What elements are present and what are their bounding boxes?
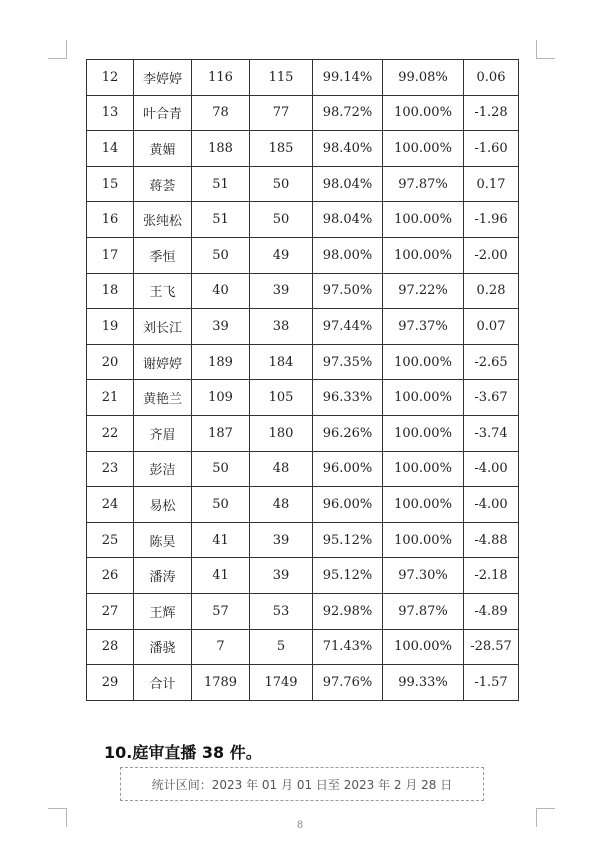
count-b: 105 <box>250 380 313 416</box>
row-number: 18 <box>87 273 134 309</box>
count-b: 39 <box>250 558 313 594</box>
person-name: 张纯松 <box>134 202 192 238</box>
table-row <box>87 558 519 594</box>
rate-2: 100.00% <box>383 451 464 487</box>
rate-2: 99.33% <box>383 665 464 701</box>
count-b: 49 <box>250 237 313 273</box>
person-name: 李婷婷 <box>134 60 192 96</box>
rate-1: 98.72% <box>313 95 383 131</box>
rate-1: 99.14% <box>313 60 383 96</box>
rate-1: 92.98% <box>313 593 383 629</box>
difference: 0.28 <box>464 273 519 309</box>
table-row <box>87 451 519 487</box>
rate-1: 96.26% <box>313 415 383 451</box>
count-a: 51 <box>192 202 250 238</box>
difference: -2.65 <box>464 344 519 380</box>
rate-2: 100.00% <box>383 202 464 238</box>
table-row <box>87 166 519 202</box>
rate-1: 98.00% <box>313 237 383 273</box>
count-a: 50 <box>192 451 250 487</box>
table-row-total <box>87 665 519 701</box>
person-name: 齐眉 <box>134 415 192 451</box>
table-row <box>87 487 519 523</box>
count-a: 50 <box>192 237 250 273</box>
difference: -1.57 <box>464 665 519 701</box>
count-a: 7 <box>192 629 250 665</box>
rate-2: 97.22% <box>383 273 464 309</box>
difference: -1.28 <box>464 95 519 131</box>
difference: -3.67 <box>464 380 519 416</box>
difference: -4.00 <box>464 487 519 523</box>
difference: 0.06 <box>464 60 519 96</box>
count-b: 39 <box>250 522 313 558</box>
person-name: 蒋荟 <box>134 166 192 202</box>
count-b: 48 <box>250 451 313 487</box>
person-name: 陈昊 <box>134 522 192 558</box>
row-number: 17 <box>87 237 134 273</box>
rate-1: 96.00% <box>313 451 383 487</box>
count-b: 185 <box>250 131 313 167</box>
row-number: 20 <box>87 344 134 380</box>
count-b: 1749 <box>250 665 313 701</box>
count-b: 184 <box>250 344 313 380</box>
rate-1: 96.00% <box>313 487 383 523</box>
table-row <box>87 131 519 167</box>
section-heading: 10.庭审直播 38 件。 <box>104 743 262 762</box>
difference: -4.00 <box>464 451 519 487</box>
row-number: 25 <box>87 522 134 558</box>
rate-1: 98.04% <box>313 202 383 238</box>
count-b: 50 <box>250 202 313 238</box>
count-a: 39 <box>192 309 250 345</box>
count-a: 78 <box>192 95 250 131</box>
count-b: 53 <box>250 593 313 629</box>
rate-2: 100.00% <box>383 380 464 416</box>
table-row <box>87 522 519 558</box>
row-number: 27 <box>87 593 134 629</box>
count-a: 51 <box>192 166 250 202</box>
table-row <box>87 415 519 451</box>
count-a: 50 <box>192 487 250 523</box>
person-name: 王飞 <box>134 273 192 309</box>
rate-1: 97.76% <box>313 665 383 701</box>
count-a: 116 <box>192 60 250 96</box>
rate-2: 99.08% <box>383 60 464 96</box>
count-b: 50 <box>250 166 313 202</box>
count-a: 188 <box>192 131 250 167</box>
count-b: 39 <box>250 273 313 309</box>
statistics-period-note: 统计区间：2023 年 01 月 01 日至 2023 年 2 月 28 日 <box>120 767 484 801</box>
rate-2: 100.00% <box>383 522 464 558</box>
person-name: 彭洁 <box>134 451 192 487</box>
count-a: 57 <box>192 593 250 629</box>
count-b: 180 <box>250 415 313 451</box>
difference: -28.57 <box>464 629 519 665</box>
table-row <box>87 309 519 345</box>
rate-2: 97.37% <box>383 309 464 345</box>
person-name: 谢婷婷 <box>134 344 192 380</box>
crop-mark-top-right <box>536 40 555 59</box>
rate-2: 100.00% <box>383 487 464 523</box>
difference: 0.07 <box>464 309 519 345</box>
rate-2: 100.00% <box>383 344 464 380</box>
rate-2: 97.87% <box>383 593 464 629</box>
person-name: 刘长江 <box>134 309 192 345</box>
row-number: 21 <box>87 380 134 416</box>
rate-2: 97.30% <box>383 558 464 594</box>
person-name: 潘骁 <box>134 629 192 665</box>
person-name: 黄艳兰 <box>134 380 192 416</box>
rate-1: 96.33% <box>313 380 383 416</box>
row-number: 15 <box>87 166 134 202</box>
table-body <box>87 60 519 701</box>
count-a: 109 <box>192 380 250 416</box>
total-label: 合计 <box>134 665 192 701</box>
rate-1: 95.12% <box>313 522 383 558</box>
person-name: 王辉 <box>134 593 192 629</box>
rate-2: 100.00% <box>383 95 464 131</box>
row-number: 24 <box>87 487 134 523</box>
rate-1: 98.04% <box>313 166 383 202</box>
difference: -3.74 <box>464 415 519 451</box>
difference: -4.88 <box>464 522 519 558</box>
count-b: 77 <box>250 95 313 131</box>
difference: -2.00 <box>464 237 519 273</box>
table-row <box>87 95 519 131</box>
rate-1: 95.12% <box>313 558 383 594</box>
row-number: 16 <box>87 202 134 238</box>
count-a: 40 <box>192 273 250 309</box>
table-row <box>87 237 519 273</box>
table-row <box>87 60 519 96</box>
rate-1: 97.44% <box>313 309 383 345</box>
count-b: 5 <box>250 629 313 665</box>
person-name: 潘涛 <box>134 558 192 594</box>
row-number: 29 <box>87 665 134 701</box>
rate-1: 97.35% <box>313 344 383 380</box>
page-number: 8 <box>296 820 304 831</box>
crop-mark-top-left <box>48 40 67 59</box>
rate-1: 71.43% <box>313 629 383 665</box>
row-number: 12 <box>87 60 134 96</box>
statistics-table <box>86 59 519 701</box>
count-b: 48 <box>250 487 313 523</box>
count-a: 189 <box>192 344 250 380</box>
table-row <box>87 202 519 238</box>
row-number: 22 <box>87 415 134 451</box>
count-a: 1789 <box>192 665 250 701</box>
person-name: 黄媚 <box>134 131 192 167</box>
difference: -1.96 <box>464 202 519 238</box>
rate-2: 97.87% <box>383 166 464 202</box>
difference: 0.17 <box>464 166 519 202</box>
rate-2: 100.00% <box>383 131 464 167</box>
row-number: 26 <box>87 558 134 594</box>
difference: -4.89 <box>464 593 519 629</box>
person-name: 叶合青 <box>134 95 192 131</box>
difference: -1.60 <box>464 131 519 167</box>
table-row <box>87 629 519 665</box>
rate-2: 100.00% <box>383 415 464 451</box>
count-a: 41 <box>192 558 250 594</box>
table-row <box>87 344 519 380</box>
row-number: 23 <box>87 451 134 487</box>
table-row <box>87 380 519 416</box>
row-number: 28 <box>87 629 134 665</box>
table-row <box>87 593 519 629</box>
count-a: 187 <box>192 415 250 451</box>
count-b: 38 <box>250 309 313 345</box>
difference: -2.18 <box>464 558 519 594</box>
row-number: 13 <box>87 95 134 131</box>
rate-1: 97.50% <box>313 273 383 309</box>
row-number: 19 <box>87 309 134 345</box>
row-number: 14 <box>87 131 134 167</box>
table-row <box>87 273 519 309</box>
rate-2: 100.00% <box>383 629 464 665</box>
rate-2: 100.00% <box>383 237 464 273</box>
count-a: 41 <box>192 522 250 558</box>
person-name: 季恒 <box>134 237 192 273</box>
rate-1: 98.40% <box>313 131 383 167</box>
count-b: 115 <box>250 60 313 96</box>
person-name: 易松 <box>134 487 192 523</box>
